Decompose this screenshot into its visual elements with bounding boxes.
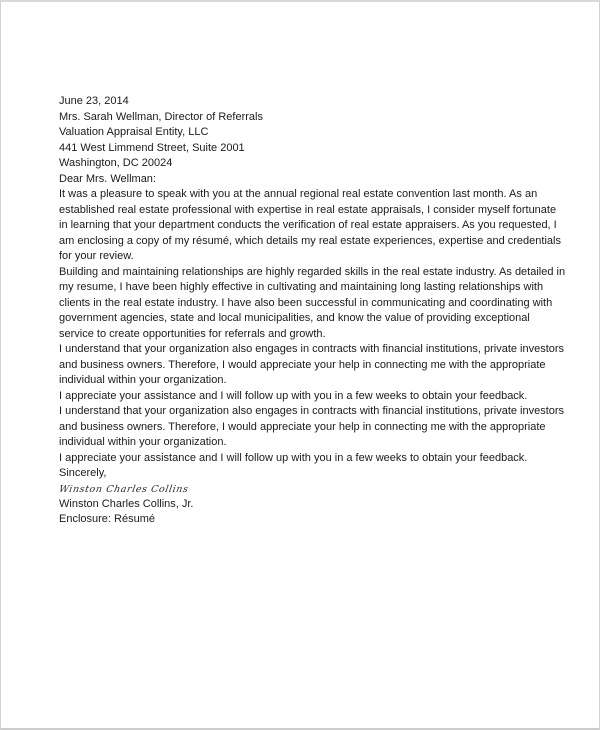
body-paragraph: I understand that your organization also engages in contracts with financial institutions, private investors and business owners. Therefore, I would appreciate your help in connecting me with the appropriate individual within your organization. <box>59 405 565 448</box>
signer-typed-name: Winston Charles Collins, Jr. <box>59 497 194 510</box>
recipient-company: Valuation Appraisal Entity, LLC <box>59 126 209 138</box>
recipient-city-state-zip: Washington, DC 20024 <box>59 157 173 169</box>
closing-salutation: Sincerely, <box>59 467 107 479</box>
body-paragraph: I appreciate your assistance and I will follow up with you in a few weeks to obtain your feedback. <box>59 389 528 402</box>
body-paragraph: Building and maintaining relationships are highly regarded skills in the real estate industry. As detailed in my resume, I have been highly effective in cultivating and maintaining long lasting relationships with clients in the real estate industry. I have also been successful in communicating and coordinating with government agencies, state and local municipalities, and know the value of providing exceptional service to create opportunities for referrals and growth. <box>59 265 566 340</box>
enclosure-note: Enclosure: Résumé <box>59 513 155 525</box>
letter-body <box>59 94 566 528</box>
handwritten-signature <box>59 482 566 497</box>
letter-date: June 23, 2014 <box>59 95 129 107</box>
signature-text: Winston Charles Collins <box>58 483 190 495</box>
body-paragraph: I appreciate your assistance and I will follow up with you in a few weeks to obtain your feedback. <box>59 451 528 464</box>
body-paragraph: I understand that your organization also engages in contracts with financial institutions, private investors and business owners. Therefore, I would appreciate your help in connecting me with the appropriate individual within your organization. <box>59 343 565 386</box>
body-paragraph: It was a pleasure to speak with you at the annual regional real estate convention last month. As an established real estate professional with expertise in real estate appraisals, I consider myself fortunate in learning that your department conducts the verification of real estate appraisers. As you requested, I am enclosing a copy of my résumé, which details my real estate experiences, expertise and credentials for your review. <box>59 188 561 262</box>
recipient-address-block <box>59 110 566 172</box>
salutation: Dear Mrs. Wellman: <box>59 172 156 185</box>
recipient-name: Mrs. Sarah Wellman, Director of Referrals <box>59 110 263 123</box>
recipient-street: 441 West Limmend Street, Suite 2001 <box>59 141 245 154</box>
